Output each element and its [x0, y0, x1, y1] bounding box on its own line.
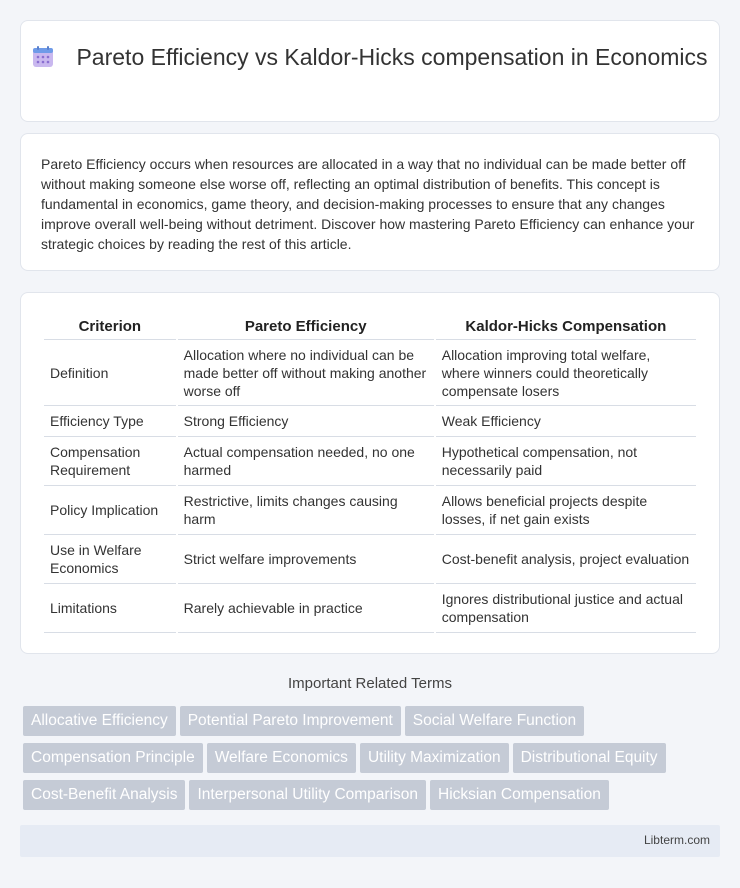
tag-cost-benefit-analysis[interactable]: Cost-Benefit Analysis — [23, 780, 185, 810]
tag-welfare-economics[interactable]: Welfare Economics — [207, 743, 356, 773]
tag-compensation-principle[interactable]: Compensation Principle — [23, 743, 203, 773]
row-criterion: Definition — [44, 340, 176, 406]
calendar-icon — [32, 46, 54, 68]
related-terms-title: Important Related Terms — [288, 675, 452, 692]
tag-row — [23, 706, 723, 743]
row-criterion: Use in Welfare Economics — [44, 535, 176, 584]
row-kaldor-hicks: Hypothetical compensation, not necessarily paid — [436, 437, 696, 486]
table-row — [44, 340, 696, 406]
tag-allocative-efficiency[interactable]: Allocative Efficiency — [23, 706, 176, 736]
row-kaldor-hicks: Allows beneficial projects despite losses, if net gain exists — [436, 486, 696, 535]
row-kaldor-hicks: Ignores distributional justice and actual compensation — [436, 584, 696, 633]
row-criterion: Limitations — [44, 584, 176, 633]
table-row — [44, 406, 696, 437]
row-pareto: Restrictive, limits changes causing harm — [178, 486, 434, 535]
title-card — [20, 20, 720, 122]
related-terms-list — [23, 706, 723, 817]
row-pareto: Allocation where no individual can be made better off without making another worse off — [178, 340, 434, 406]
row-kaldor-hicks: Weak Efficiency — [436, 406, 696, 437]
intro-paragraph: Pareto Efficiency occurs when resources are allocated in a way that no individual can be made better off without making someone else worse off, reflecting an optimal distribution of benefits. This concept is fundamental in economics, game theory, and decision-making processes to ensure that any changes improve overall well-being without detriment. Discover how mastering Pareto Efficiency can enhance your strategic choices by reading the rest of this article. — [41, 156, 695, 252]
header-criterion: Criterion — [44, 315, 176, 340]
row-pareto: Strong Efficiency — [178, 406, 434, 437]
header-pareto: Pareto Efficiency — [178, 315, 434, 340]
tag-distributional-equity[interactable]: Distributional Equity — [513, 743, 666, 773]
header-kaldor-hicks: Kaldor-Hicks Compensation — [436, 315, 696, 340]
tag-row — [23, 743, 723, 780]
table-row — [44, 535, 696, 584]
row-criterion: Efficiency Type — [44, 406, 176, 437]
intro-card — [20, 133, 720, 271]
tag-potential-pareto-improvement[interactable]: Potential Pareto Improvement — [180, 706, 401, 736]
tag-row — [23, 780, 723, 817]
footer — [20, 825, 720, 857]
table-row — [44, 437, 696, 486]
table-row — [44, 584, 696, 633]
comparison-card — [20, 292, 720, 654]
comparison-table — [42, 315, 698, 633]
page-title-wrap — [21, 43, 719, 72]
row-criterion: Compensation Requirement — [44, 437, 176, 486]
footer-site-link[interactable]: Libterm.com — [643, 833, 710, 847]
row-kaldor-hicks: Cost-benefit analysis, project evaluation — [436, 535, 696, 584]
table-row — [44, 486, 696, 535]
tag-utility-maximization[interactable]: Utility Maximization — [360, 743, 509, 773]
table-header-row — [44, 315, 696, 340]
tag-social-welfare-function[interactable]: Social Welfare Function — [405, 706, 584, 736]
tag-interpersonal-utility-comparison[interactable]: Interpersonal Utility Comparison — [189, 780, 426, 810]
row-criterion: Policy Implication — [44, 486, 176, 535]
tag-hicksian-compensation[interactable]: Hicksian Compensation — [430, 780, 609, 810]
row-pareto: Rarely achievable in practice — [178, 584, 434, 633]
row-pareto: Actual compensation needed, no one harmed — [178, 437, 434, 486]
page-title: Pareto Efficiency vs Kaldor-Hicks compensation in Economics — [76, 44, 708, 70]
row-pareto: Strict welfare improvements — [178, 535, 434, 584]
row-kaldor-hicks: Allocation improving total welfare, where winners could theoretically compensate losers — [436, 340, 696, 406]
